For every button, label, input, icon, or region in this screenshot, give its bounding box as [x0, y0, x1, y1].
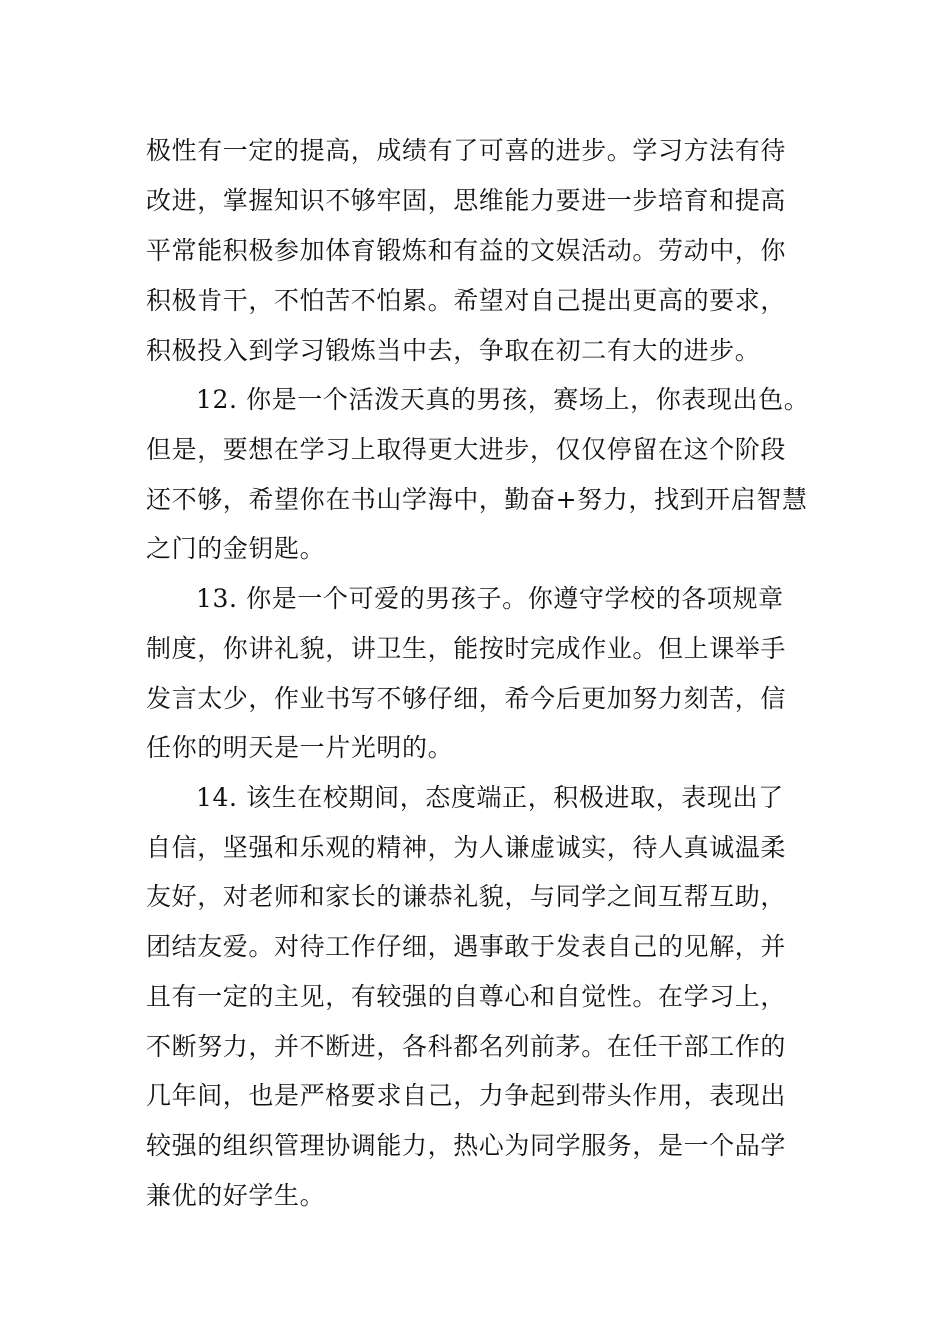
- text-line: 还不够，希望你在书山学海中，勤奋+努力，找到开启智慧: [146, 485, 808, 514]
- paragraph-12-first-line: 12. 你是一个活泼天真的男孩，赛场上，你表现出色。: [196, 385, 810, 414]
- text-line: 不断努力，并不断进，各科都名列前茅。在任干部工作的: [146, 1032, 787, 1061]
- text-line: 几年间，也是严格要求自己，力争起到带头作用，表现出: [146, 1081, 787, 1110]
- text-line: 积极投入到学习锻炼当中去，争取在初二有大的进步。: [146, 336, 761, 365]
- text-line: 任你的明天是一片光明的。: [146, 733, 454, 762]
- text-line: 友好，对老师和家长的谦恭礼貌，与同学之间互帮互助，: [146, 882, 787, 911]
- paragraph-14-first-line: 14. 该生在校期间，态度端正，积极进取，表现出了: [196, 783, 784, 812]
- text-line: 之门的金钥匙。: [146, 534, 326, 563]
- text-line: 积极肯干，不怕苦不怕累。希望对自己提出更高的要求，: [146, 286, 787, 315]
- text-line: 制度，你讲礼貌，讲卫生，能按时完成作业。但上课举手: [146, 634, 787, 663]
- text-line: 较强的组织管理协调能力，热心为同学服务，是一个品学: [146, 1131, 787, 1160]
- text-line: 兼优的好学生。: [146, 1181, 326, 1210]
- text-line: 平常能积极参加体育锻炼和有益的文娱活动。劳动中，你: [146, 236, 787, 265]
- text-line: 自信，坚强和乐观的精神，为人谦虚诚实，待人真诚温柔: [146, 833, 787, 862]
- text-line: 但是，要想在学习上取得更大进步，仅仅停留在这个阶段: [146, 435, 787, 464]
- text-line: 极性有一定的提高，成绩有了可喜的进步。学习方法有待: [146, 136, 787, 165]
- text-line: 改进，掌握知识不够牢固，思维能力要进一步培育和提高: [146, 186, 787, 215]
- paragraph-13-first-line: 13. 你是一个可爱的男孩子。你遵守学校的各项规章: [196, 584, 784, 613]
- text-line: 发言太少，作业书写不够仔细，希今后更加努力刻苦，信: [146, 684, 787, 713]
- text-line: 且有一定的主见，有较强的自尊心和自觉性。在学习上，: [146, 982, 787, 1011]
- text-line: 团结友爱。对待工作仔细，遇事敢于发表自己的见解，并: [146, 932, 787, 961]
